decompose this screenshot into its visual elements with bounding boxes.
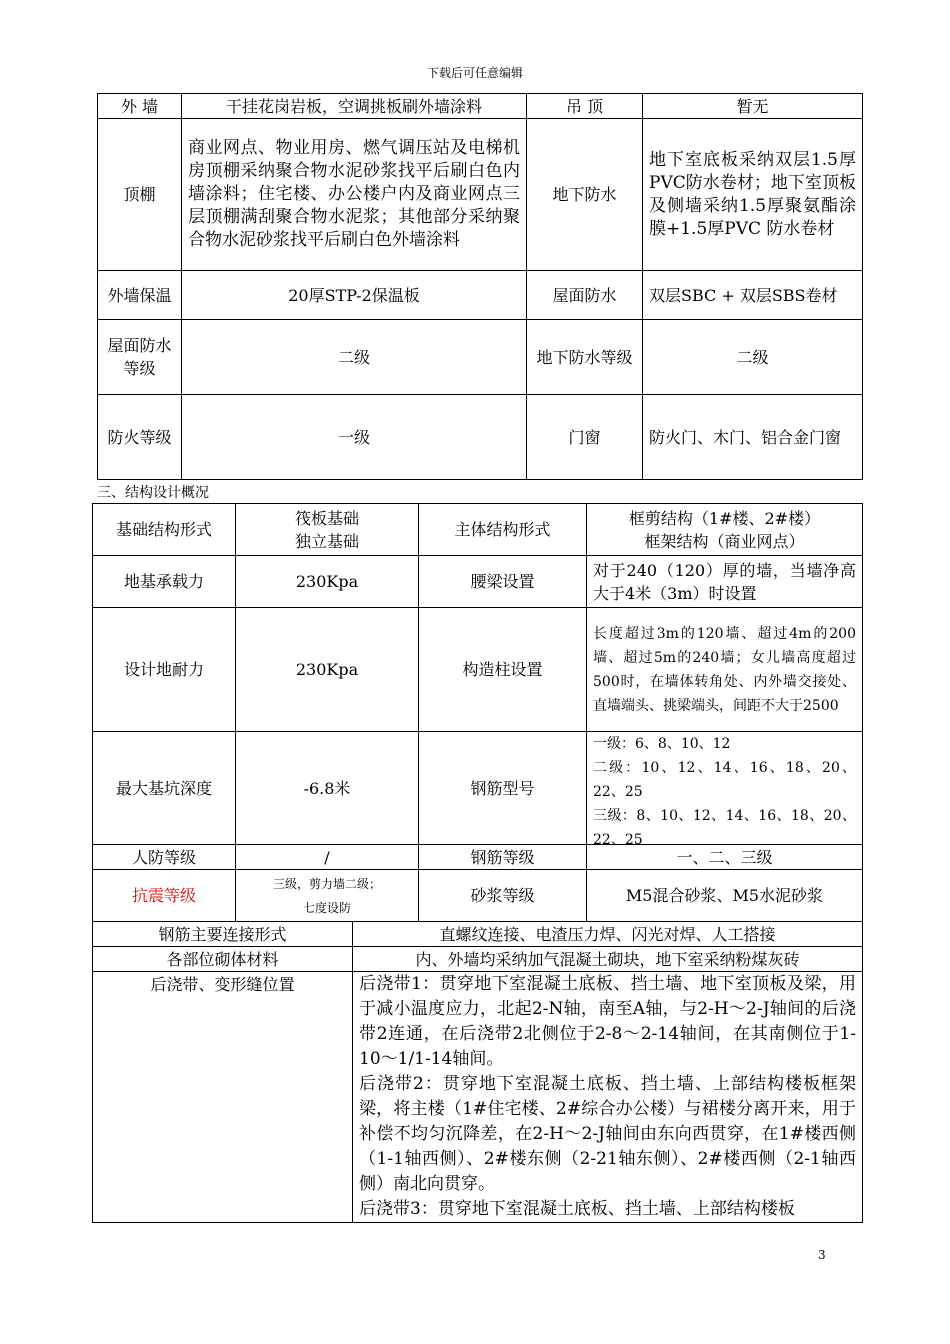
label-post-pour-strip: 后浇带、变形缝位置 (93, 972, 353, 1223)
label-ceiling: 吊 顶 (527, 94, 643, 119)
value-civil-defense-grade: / (236, 845, 419, 870)
value-design-ground-strength: 230Kpa (236, 608, 419, 732)
value-rebar-grade: 一、二、三级 (587, 845, 863, 870)
label-max-pit-depth: 最大基坑深度 (93, 732, 236, 845)
table-row (93, 870, 863, 922)
label-seismic-grade: 抗震等级 (93, 870, 236, 922)
value-constructional-column: 长度超过3m的120墙、超过4m的200墙、超过5m的240墙；女儿墙高度超过500时，在墙体转角处、内外墙交接处、直墙端头、挑梁端头，间距不大于2500 (587, 608, 863, 732)
value-doors-windows: 防火门、木门、铝合金门窗 (643, 395, 863, 480)
table-row (98, 395, 863, 480)
table-row (93, 947, 863, 972)
label-doors-windows: 门窗 (527, 395, 643, 480)
value-roof-ceiling: 商业网点、物业用房、燃气调压站及电梯机房顶棚采纳聚合物水泥砂浆找平后刷白色内墙涂料；住宅楼、办公楼户内及商业网点三层顶棚满刮聚合物水泥浆；其他部分采纳聚合物水泥砂浆找平后刷白色外墙涂料 (182, 119, 527, 271)
label-roof-ceiling: 顶棚 (98, 119, 182, 271)
finishes-table (97, 93, 863, 480)
label-exterior-wall: 外 墙 (98, 94, 182, 119)
label-roof-waterproof-grade: 屋面防水等级 (98, 320, 182, 395)
label-masonry-material: 各部位砌体材料 (93, 947, 353, 972)
label-rebar-type: 钢筋型号 (419, 732, 587, 845)
value-masonry-material: 内、外墙均采纳加气混凝土砌块，地下室采纳粉煤灰砖 (353, 947, 863, 972)
label-rebar-connection: 钢筋主要连接形式 (93, 922, 353, 947)
table-row (93, 504, 863, 556)
value-wall-insulation: 20厚STP-2保温板 (182, 271, 527, 320)
table-row (98, 271, 863, 320)
table-row (93, 845, 863, 870)
label-mortar-grade: 砂浆等级 (419, 870, 587, 922)
table-row (93, 556, 863, 608)
table-row (98, 94, 863, 119)
value-waist-beam: 对于240（120）厚的墙，当墙净高大于4米（3m）时设置 (587, 556, 863, 608)
value-exterior-wall: 干挂花岗岩板，空调挑板刷外墙涂料 (182, 94, 527, 119)
value-fire-grade: 一级 (182, 395, 527, 480)
value-roof-waterproof-grade: 二级 (182, 320, 527, 395)
table-row (98, 119, 863, 271)
label-bearing-capacity: 地基承载力 (93, 556, 236, 608)
value-rebar-type: 一级：6、8、10、12 二级：10、12、14、16、18、20、22、25 三级：8、10、12、14、16、18、20、22、25 (587, 732, 863, 845)
materials-table (92, 921, 863, 1223)
table-row (98, 320, 863, 395)
value-rebar-connection: 直螺纹连接、电渣压力焊、闪光对焊、人工搭接 (353, 922, 863, 947)
section-title: 三、结构设计概况 (97, 485, 209, 501)
value-mortar-grade: M5混合砂浆、M5水泥砂浆 (587, 870, 863, 922)
label-waist-beam: 腰梁设置 (419, 556, 587, 608)
label-roof-waterproof: 屋面防水 (527, 271, 643, 320)
value-bearing-capacity: 230Kpa (236, 556, 419, 608)
label-rebar-grade: 钢筋等级 (419, 845, 587, 870)
label-main-structure: 主体结构形式 (419, 504, 587, 556)
value-roof-waterproof: 双层SBC + 双层SBS卷材 (643, 271, 863, 320)
page-header: 下载后可任意编辑 (426, 66, 523, 80)
label-underground-waterproof: 地下防水 (527, 119, 643, 271)
table-row (93, 732, 863, 845)
label-underground-waterproof-grade: 地下防水等级 (527, 320, 643, 395)
value-seismic-grade: 三级，剪力墙二级； 七度设防 (236, 870, 419, 922)
label-foundation-type: 基础结构形式 (93, 504, 236, 556)
value-underground-waterproof-grade: 二级 (643, 320, 863, 395)
value-post-pour-strip: 后浇带1：贯穿地下室混凝土底板、挡土墙、地下室顶板及梁，用于减小温度应力，北起2-N轴，南至A轴，与2-H～2-J轴间的后浇带2连通，在后浇带2北侧位于2-8～2-14轴间，在其南侧位于1-10～1/1-14轴间。 后浇带2：贯穿地下室混凝土底板、挡土墙、上部结构楼板框架梁，将主楼（1#住宅楼、2#综合办公楼）与裙楼分离开来，用于补偿不均匀沉降差，在2-H～2-J轴间由东向西贯穿，在1#楼西侧（1-1轴西侧）、2#楼东侧（2-21轴东侧）、2#楼西侧（2-1轴西侧）南北向贯穿。 后浇带3：贯穿地下室混凝土底板、挡土墙、上部结构楼板 (353, 972, 863, 1223)
table-row (93, 972, 863, 1223)
label-constructional-column: 构造柱设置 (419, 608, 587, 732)
value-ceiling: 暂无 (643, 94, 863, 119)
value-underground-waterproof: 地下室底板采纳双层1.5厚PVC防水卷材；地下室顶板及侧墙采纳1.5厚聚氨酯涂膜+1.5厚PVC 防水卷材 (643, 119, 863, 271)
label-fire-grade: 防火等级 (98, 395, 182, 480)
table-row (93, 922, 863, 947)
label-civil-defense-grade: 人防等级 (93, 845, 236, 870)
table-row (93, 608, 863, 732)
value-main-structure: 框剪结构（1#楼、2#楼） 框架结构（商业网点） (587, 504, 863, 556)
structure-table (92, 503, 863, 922)
label-design-ground-strength: 设计地耐力 (93, 608, 236, 732)
value-max-pit-depth: -6.8米 (236, 732, 419, 845)
value-foundation-type: 筏板基础 独立基础 (236, 504, 419, 556)
label-wall-insulation: 外墙保温 (98, 271, 182, 320)
page-number: 3 (818, 1248, 826, 1262)
